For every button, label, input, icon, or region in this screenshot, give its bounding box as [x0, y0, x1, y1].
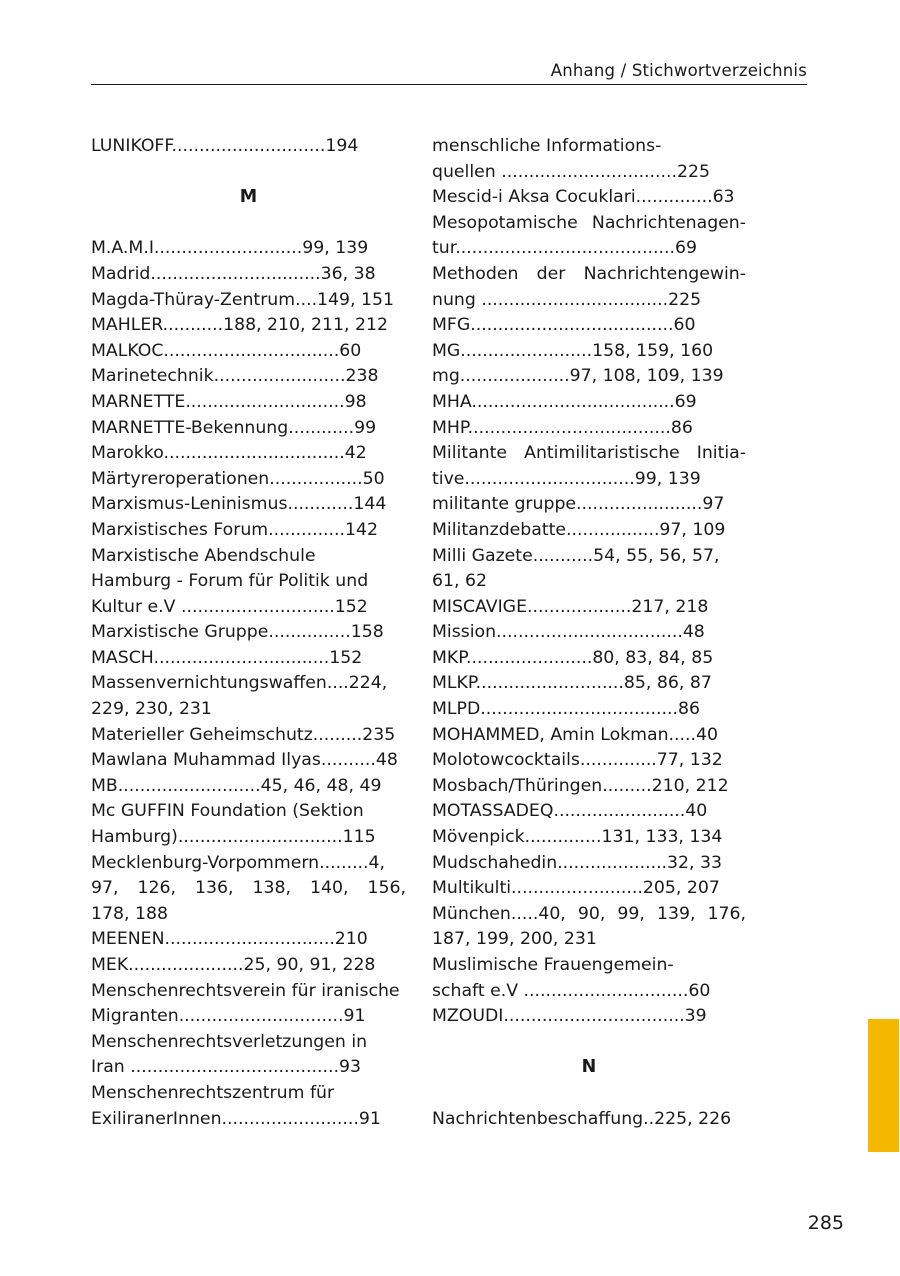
index-entry-line: Marxistisches Forum..............142 — [91, 519, 379, 540]
index-entry-line: Mosbach/Thüringen.........210, 212 — [432, 775, 729, 796]
index-entry-line: LUNIKOFF............................194 — [91, 136, 359, 156]
index-entry-line: MG........................158, 159, 160 — [432, 340, 714, 361]
index-entry-line: Materieller Geheimschutz.........235 — [91, 724, 396, 745]
index-entry-line: Massenvernichtungswaffen....224, — [91, 673, 388, 694]
index-entry-line: Magda-Thüray-Zentrum....149, 151 — [91, 289, 395, 310]
index-entry-line: Mesopotamische Nachrichtenagen- — [432, 212, 746, 233]
spacer — [432, 1030, 746, 1056]
index-entry-line: MARNETTE-Bekennung............99 — [91, 417, 377, 438]
section-letter: M — [239, 187, 258, 208]
index-entry-line: Marxistische Gruppe...............158 — [91, 622, 384, 643]
index-entry-line: MASCH................................152 — [91, 647, 363, 668]
spacer — [91, 160, 406, 186]
index-entry-line: schaft e.V ..............................60 — [432, 980, 711, 1001]
spacer — [432, 1081, 746, 1107]
index-entry-line: ExiliranerInnen.........................91 — [91, 1108, 381, 1129]
index-entry-line: Menschenrechtszentrum für — [91, 1082, 335, 1103]
index-entry-line: Mawlana Muhammad Ilyas..........48 — [91, 750, 398, 771]
index-entry-line: MOHAMMED, Amin Lokman.....40 — [432, 724, 719, 745]
index-entry-line: MALKOC................................60 — [91, 340, 362, 361]
index-entry-line: MHP.....................................86 — [432, 417, 693, 438]
index-entry-line: MZOUDI.................................39 — [432, 1006, 707, 1027]
index-entry-line: MLKP...........................85, 86, 87 — [432, 673, 712, 694]
index-entry-line: mg....................97, 108, 109, 139 — [432, 366, 724, 387]
index-entry-line: MFG.....................................60 — [432, 315, 696, 336]
index-entry-line: Mission..................................48 — [432, 622, 705, 643]
chapter-tab-marker — [868, 1019, 899, 1152]
index-entry-line: Molotowcocktails..............77, 132 — [432, 750, 723, 771]
index-entry-line: MB..........................45, 46, 48, 49 — [91, 775, 382, 796]
index-entry-line: Mc GUFFIN Foundation (Sektion — [91, 801, 364, 822]
index-column-right — [432, 134, 746, 1132]
index-entry-line: Märtyreroperationen.................50 — [91, 468, 385, 489]
index-entry-line: tive...............................99, 139 — [432, 468, 701, 489]
index-entry-line: 178, 188 — [91, 903, 168, 924]
index-entry-line: 61, 62 — [432, 571, 487, 592]
index-entry-line: MARNETTE.............................98 — [91, 391, 367, 412]
index-entry-line: 229, 230, 231 — [91, 699, 212, 720]
index-entry-line: Milli Gazete...........54, 55, 56, 57, — [432, 545, 720, 566]
index-entry-line: Methoden der Nachrichtengewin- — [432, 263, 746, 284]
index-entry-line: Marokko.................................42 — [91, 443, 367, 464]
index-entry-line: Mescid-i Aksa Cocuklari..............63 — [432, 187, 735, 208]
index-entry-line: Marxismus-Leninismus............144 — [91, 494, 387, 515]
spacer — [91, 211, 406, 237]
index-entry-line: Nachrichtenbeschaffung..225, 226 — [432, 1108, 732, 1129]
index-entry-line: Marxistische Abendschule — [91, 545, 316, 566]
index-entry-line: Marinetechnik........................238 — [91, 366, 379, 387]
index-entry-line: M.A.M.I...........................99, 139 — [91, 238, 369, 259]
index-entry-line: MKP.......................80, 83, 84, 85 — [432, 647, 714, 668]
index-entry-line: Kultur e.V ............................152 — [91, 596, 368, 617]
index-entry-line: Militanzdebatte.................97, 109 — [432, 519, 726, 540]
index-entry-line: 97, 126, 136, 138, 140, 156, — [91, 878, 406, 899]
index-entry-line: MLPD....................................86 — [432, 699, 701, 720]
index-entry-line: MHA.....................................69 — [432, 391, 697, 412]
index-entry-line: Militante Antimilitaristische Initia- — [432, 443, 746, 464]
index-entry-line: Menschenrechtsverein für iranische — [91, 980, 400, 1001]
index-entry-line: MAHLER...........188, 210, 211, 212 — [91, 315, 388, 336]
header-title: Anhang / Stichwortverzeichnis — [550, 61, 807, 80]
index-entry-line: MOTASSADEQ........................40 — [432, 801, 708, 822]
index-entry-line: Iran ......................................93 — [91, 1057, 361, 1078]
section-letter: N — [581, 1057, 597, 1078]
index-entry-line: MEK.....................25, 90, 91, 228 — [91, 955, 376, 975]
index-entry-line: Hamburg - Forum für Politik und — [91, 571, 369, 592]
index-entry-line: MISCAVIGE...................217, 218 — [432, 596, 709, 617]
index-entry-line: MEENEN...............................210 — [91, 929, 368, 950]
index-entry-line: tur........................................69 — [432, 238, 697, 259]
index-entry-line: nung ..................................225 — [432, 289, 702, 310]
index-entry-line: quellen ................................225 — [432, 161, 711, 182]
index-entry-line: München.....40, 90, 99, 139, 176, — [432, 903, 746, 924]
index-column-left — [91, 134, 406, 1132]
index-entry-line: Madrid...............................36, 38 — [91, 263, 376, 284]
index-entry-line: Menschenrechtsverletzungen in — [91, 1031, 368, 1052]
index-entry-line: Migranten..............................91 — [91, 1006, 366, 1027]
index-entry-line: Hamburg)..............................115 — [91, 827, 376, 848]
index-entry-line: Muslimische Frauengemein- — [432, 955, 674, 975]
index-entry-line: Mövenpick..............131, 133, 134 — [432, 827, 723, 848]
index-entry-line: Mudschahedin....................32, 33 — [432, 852, 723, 873]
running-header — [91, 58, 807, 85]
index-entry-line: Multikulti........................205, 207 — [432, 878, 720, 899]
page-number: 285 — [807, 1212, 844, 1234]
index-entry-line: militante gruppe.......................97 — [432, 494, 725, 515]
index-entry-line: 187, 199, 200, 231 — [432, 929, 597, 950]
index-entry-line: Mecklenburg-Vorpommern.........4, — [91, 852, 386, 873]
index-entry-line: menschliche Informations- — [432, 136, 662, 156]
